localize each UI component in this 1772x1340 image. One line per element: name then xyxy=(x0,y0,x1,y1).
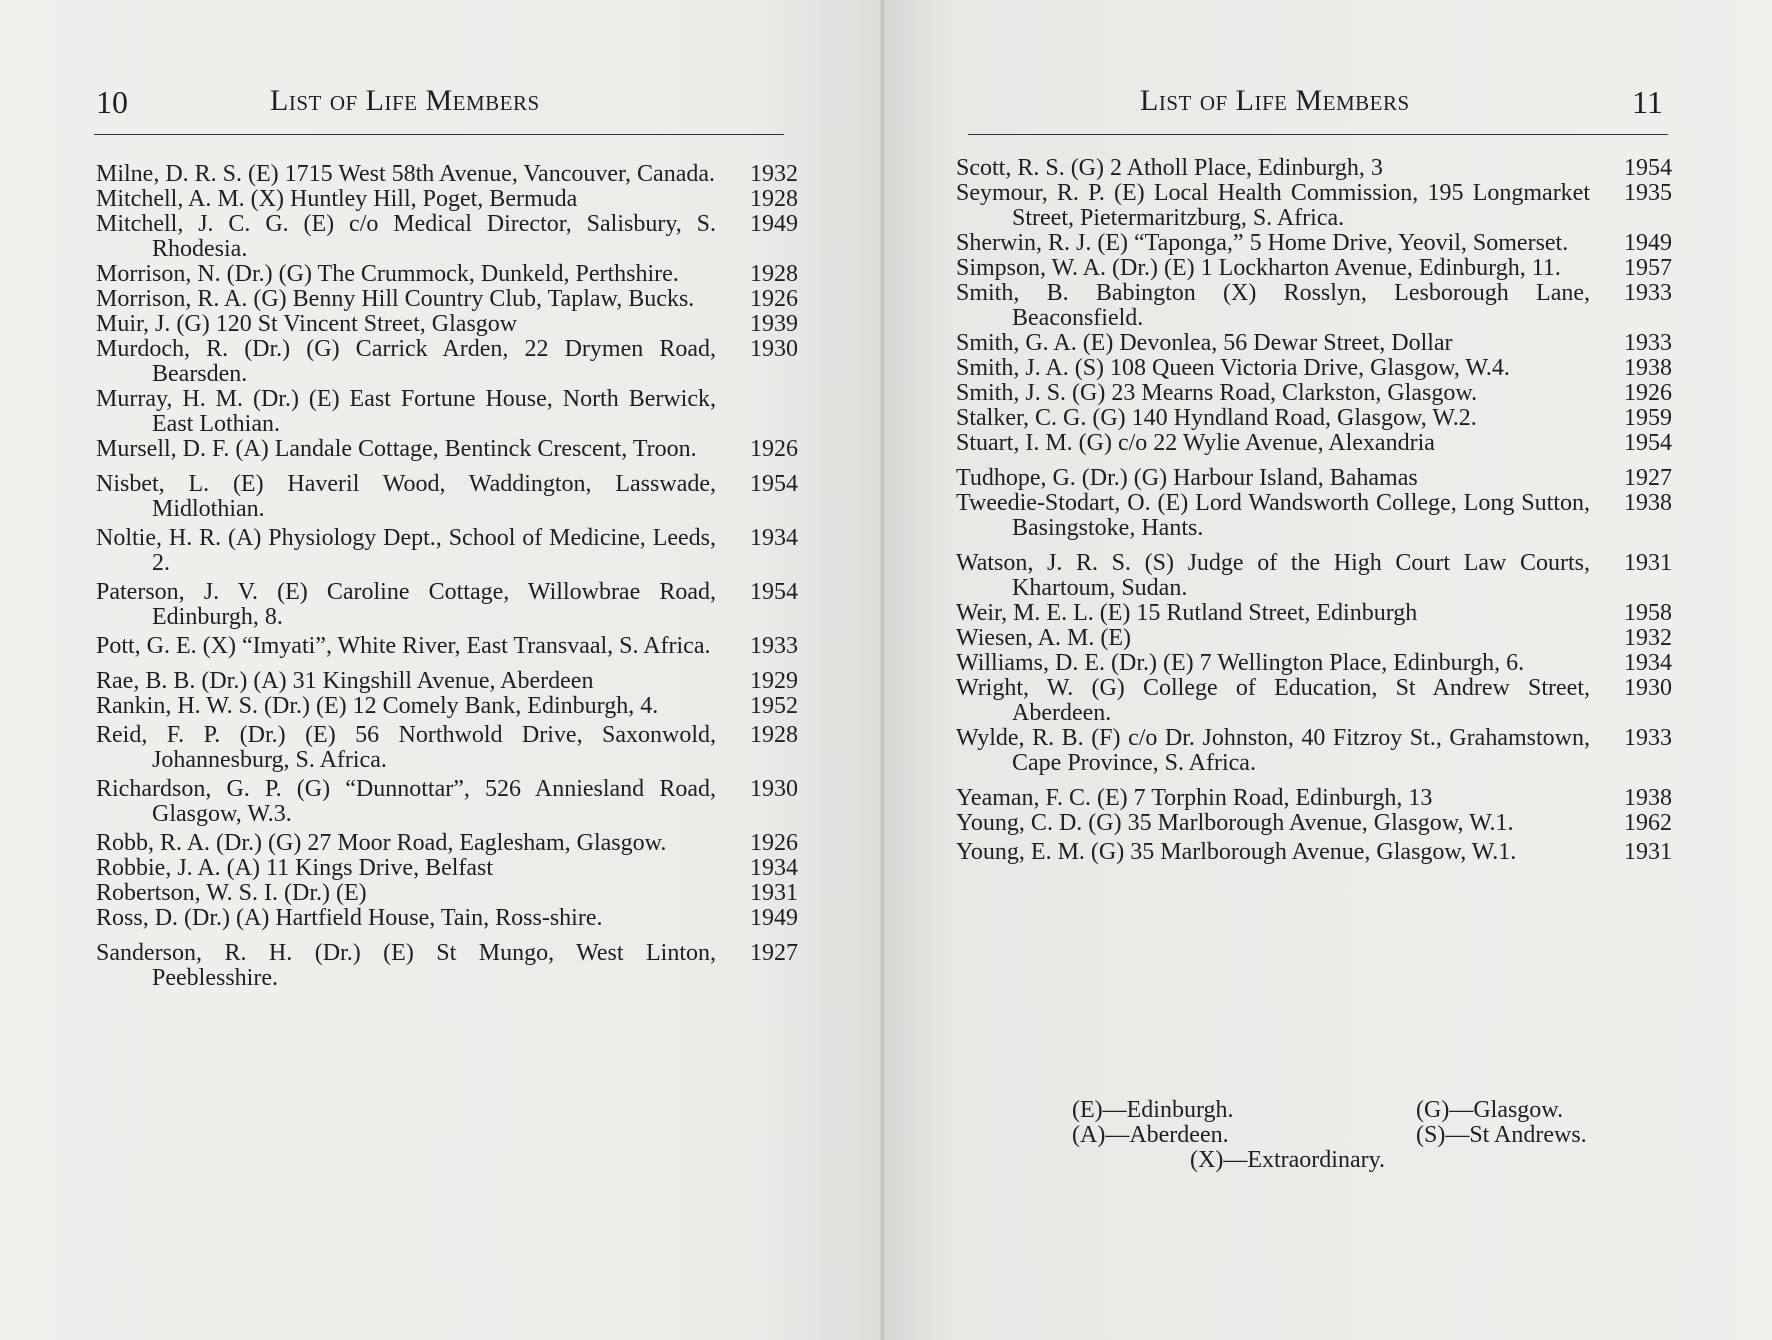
member-entry: Tweedie-Stodart, O. (E) Lord Wandsworth College, Long Sutton, Basingstoke, Hants. 1938 xyxy=(956,490,1672,541)
member-entry: Mursell, D. F. (A) Landale Cottage, Bentinck Crescent, Troon. 1926 xyxy=(96,436,798,462)
member-entry: Morrison, N. (Dr.) (G) The Crummock, Dunkeld, Perthshire. 1928 xyxy=(96,261,798,287)
member-entry: Smith, G. A. (E) Devonlea, 56 Dewar Street, Dollar 1933 xyxy=(956,330,1672,356)
member-entry: Richardson, G. P. (G) “Dunnottar”, 526 Anniesland Road, Glasgow, W.3. 1930 xyxy=(96,776,798,827)
member-entry: Weir, M. E. L. (E) 15 Rutland Street, Edinburgh 1958 xyxy=(956,600,1672,626)
member-entry: Pott, G. E. (X) “Imyati”, White River, East Transvaal, S. Africa. 1933 xyxy=(96,633,798,659)
running-header: List of Life Members xyxy=(270,84,540,117)
legend-glasgow: (G)—Glasgow. xyxy=(1416,1097,1564,1123)
member-entry: Smith, J. A. (S) 108 Queen Victoria Drive, Glasgow, W.4. 1938 xyxy=(956,355,1672,381)
running-header: List of Life Members xyxy=(1140,84,1410,117)
member-entry: Morrison, R. A. (G) Benny Hill Country Club, Taplaw, Bucks. 1926 xyxy=(96,286,798,312)
member-entry: Milne, D. R. S. (E) 1715 West 58th Avenue, Vancouver, Canada. 1932 xyxy=(96,161,798,187)
member-entry: Young, E. M. (G) 35 Marlborough Avenue, Glasgow, W.1. 1931 xyxy=(956,839,1672,865)
member-entry: Muir, J. (G) 120 St Vincent Street, Glasgow 1939 xyxy=(96,311,798,337)
header-rule xyxy=(94,134,784,135)
member-entry: Watson, J. R. S. (S) Judge of the High Court Law Courts, Khartoum, Sudan. 1931 xyxy=(956,550,1672,601)
member-entry: Rae, B. B. (Dr.) (A) 31 Kingshill Avenue, Aberdeen 1929 xyxy=(96,668,798,694)
member-entry: Robbie, J. A. (A) 11 Kings Drive, Belfast 1934 xyxy=(96,855,798,881)
legend-extraordinary: (X)—Extraordinary. xyxy=(1190,1147,1386,1173)
member-entry: Paterson, J. V. (E) Caroline Cottage, Willowbrae Road, Edinburgh, 8. 1954 xyxy=(96,579,798,630)
member-entry: Murray, H. M. (Dr.) (E) East Fortune House, North Berwick, East Lothian. xyxy=(96,386,716,437)
member-entry: Stuart, I. M. (G) c/o 22 Wylie Avenue, Alexandria 1954 xyxy=(956,430,1672,456)
member-entry: Nisbet, L. (E) Haveril Wood, Waddington, Lasswade, Midlothian. 1954 xyxy=(96,471,798,522)
page-number: 10 xyxy=(96,84,128,120)
member-entry: Mitchell, J. C. G. (E) c/o Medical Director, Salisbury, S. Rhodesia. 1949 xyxy=(96,211,798,262)
member-entry: Wiesen, A. M. (E) 1932 xyxy=(956,625,1672,651)
member-entry: Wylde, R. B. (F) c/o Dr. Johnston, 40 Fitzroy St., Grahamstown, Cape Province, S. Africa. 1933 xyxy=(956,725,1672,776)
member-entry: Mitchell, A. M. (X) Huntley Hill, Poget, Bermuda 1928 xyxy=(96,186,798,212)
legend-st-andrews: (S)—St Andrews. xyxy=(1416,1122,1587,1148)
member-entry: Robertson, W. S. I. (Dr.) (E) 1931 xyxy=(96,880,798,906)
member-entry: Wright, W. (G) College of Education, St Andrew Street, Aberdeen. 1930 xyxy=(956,675,1672,726)
member-entry: Simpson, W. A. (Dr.) (E) 1 Lockharton Avenue, Edinburgh, 11. 1957 xyxy=(956,255,1672,281)
member-entry: Yeaman, F. C. (E) 7 Torphin Road, Edinburgh, 13 1938 xyxy=(956,785,1672,811)
legend-aberdeen: (A)—Aberdeen. xyxy=(1072,1122,1229,1148)
member-entry: Sherwin, R. J. (E) “Taponga,” 5 Home Drive, Yeovil, Somerset. 1949 xyxy=(956,230,1672,256)
right-page xyxy=(884,0,1772,1340)
member-entry: Seymour, R. P. (E) Local Health Commission, 195 Longmarket Street, Pietermaritzburg, S. Africa. 1935 xyxy=(956,180,1672,231)
member-list xyxy=(956,156,1672,865)
member-entry: Rankin, H. W. S. (Dr.) (E) 12 Comely Bank, Edinburgh, 4. 1952 xyxy=(96,693,798,719)
page-number: 11 xyxy=(1632,84,1663,120)
member-entry: Robb, R. A. (Dr.) (G) 27 Moor Road, Eaglesham, Glasgow. 1926 xyxy=(96,830,798,856)
member-entry: Ross, D. (Dr.) (A) Hartfield House, Tain, Ross-shire. 1949 xyxy=(96,905,798,931)
member-entry: Smith, J. S. (G) 23 Mearns Road, Clarkston, Glasgow. 1926 xyxy=(956,380,1672,406)
member-entry: Smith, B. Babington (X) Rosslyn, Lesborough Lane, Beaconsfield. 1933 xyxy=(956,280,1672,331)
member-entry: Scott, R. S. (G) 2 Atholl Place, Edinburgh, 3 1954 xyxy=(956,155,1672,181)
member-entry: Stalker, C. G. (G) 140 Hyndland Road, Glasgow, W.2. 1959 xyxy=(956,405,1672,431)
member-entry: Tudhope, G. (Dr.) (G) Harbour Island, Bahamas 1927 xyxy=(956,465,1672,491)
member-entry: Noltie, H. R. (A) Physiology Dept., School of Medicine, Leeds, 2. 1934 xyxy=(96,525,798,576)
abbreviation-legend xyxy=(884,1098,1772,1178)
member-entry: Sanderson, R. H. (Dr.) (E) St Mungo, West Linton, Peeblesshire. 1927 xyxy=(96,940,798,991)
member-entry: Williams, D. E. (Dr.) (E) 7 Wellington Place, Edinburgh, 6. 1934 xyxy=(956,650,1672,676)
member-list xyxy=(96,162,798,991)
member-entry: Reid, F. P. (Dr.) (E) 56 Northwold Drive, Saxonwold, Johannesburg, S. Africa. 1928 xyxy=(96,722,798,773)
header-rule xyxy=(968,134,1668,135)
member-entry: Murdoch, R. (Dr.) (G) Carrick Arden, 22 Drymen Road, Bearsden. 1930 xyxy=(96,336,798,387)
left-page xyxy=(0,0,884,1340)
member-entry: Young, C. D. (G) 35 Marlborough Avenue, Glasgow, W.1. 1962 xyxy=(956,810,1672,836)
legend-edinburgh: (E)—Edinburgh. xyxy=(1072,1097,1234,1123)
